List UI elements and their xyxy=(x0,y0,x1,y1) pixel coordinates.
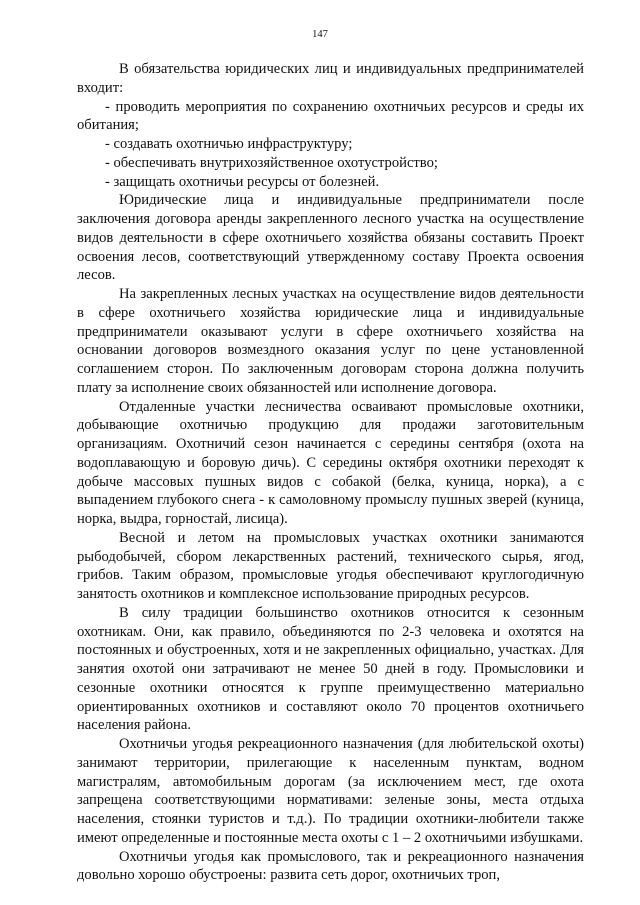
paragraph-seasonal-hunters: В силу традиции большинство охотников относится к сезонным охотникам. Они, как правило, объединяются по 2-3 человека и охотятся на постоянных и обустроенных, хотя и не закрепленных официально, участках. Для занятия охотой они затрачивают не менее 50 дней в году. Промысловики и сезонные охотники относятся к группе преимущественно материально ориентированных охотников и составляют около 70 процентов охотничьего населения района. xyxy=(77,604,584,734)
page-number: 147 xyxy=(312,29,328,40)
list-item-conservation-text: - проводить мероприятия по сохранению охотничьих ресурсов и среды их обитания; xyxy=(77,98,584,134)
paragraph-obligations-intro: В обязательства юридических лиц и индивидуальных предпринимателей входит: xyxy=(77,61,584,96)
paragraph-infrastructure-development: Охотничьи угодья как промыслового, так и рекреационного назначения довольно хорошо обустроены: развита сеть дорог, охотничьих троп, xyxy=(77,848,584,884)
paragraph-services: На закрепленных лесных участках на осуществление видов деятельности в сфере охотничьего хозяйства юридические лица и индивидуальные предприниматели оказывают услуги в сфере охотничьего хозяйства на основании договоров возмездного оказания услуг по цене установленной соглашением сторон. По заключенным договорам сторона должна получить плату за исполнение своих обязанностей или исполнение договора. xyxy=(77,286,584,396)
paragraph-forest-project: Юридические лица и индивидуальные предприниматели после заключения договора аренды закрепленного лесного участка на осуществление видов деятельности в сфере охотничьего хозяйства обязаны составить Проект освоения лесов, соответствующий утвержденному составу Проекта освоения лесов. xyxy=(77,192,584,284)
list-item-management: - обеспечивать внутрихозяйственное охотустройство; xyxy=(105,154,438,171)
paragraph-recreational-grounds: Охотничьи угодья рекреационного назначения (для любительской охоты) занимают территории, прилегающие к населенным пунктам, водном магистралям, автомобильным дорогам (за исключением мест, где охота запрещена соответствующими нормативами: зеленые зоны, места отдыха населения, стоянки туристов и т.д.). По традиции охотники-любители также имеют определенные и постоянные места охоты с 1 – 2 охотничьими избушками. xyxy=(77,736,584,846)
list-item-disease-protection: - защищать охотничьи ресурсы от болезней. xyxy=(105,173,380,190)
list-item-conservation xyxy=(77,98,584,136)
list-item-infrastructure: - создавать охотничью инфраструктуру; xyxy=(105,136,353,152)
paragraph-seasonal-activities: Весной и летом на промысловых участках охотники занимаются рыбодобычей, сбором лекарственных растений, технического сырья, ягод, грибов. Таким образом, промысловые угодья обеспечивают круглогодичную занятость охотников и комплексное использование природных ресурсов. xyxy=(77,529,584,602)
paragraph-commercial-hunters: Отдаленные участки лесничества осваивают промысловые охотники, добывающие охотничью продукцию для продажи заготовительным организациям. Охотничий сезон начинается с середины сентября (охота на водоплавающую и боровую дичь). С середины октября охотники переходят к добыче массовых пушных видов с собакой (белка, куница, норка), а с выпадением глубокого снега - к самоловному промыслу пушных зверей (куница, норка, выдра, горностай, лисица). xyxy=(77,398,584,527)
body-text xyxy=(77,60,584,885)
